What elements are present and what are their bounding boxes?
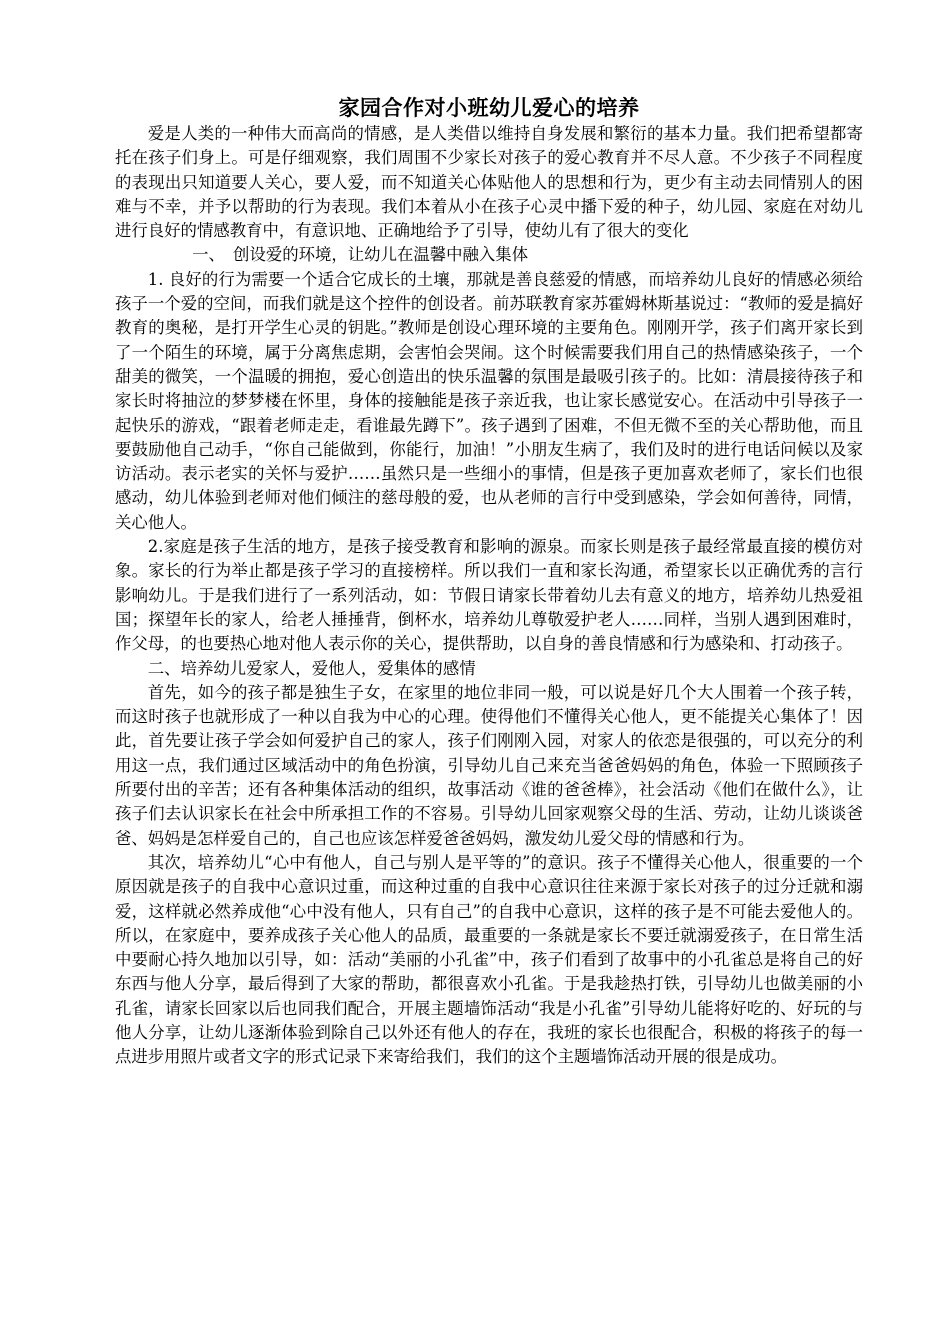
section-2-paragraph-1: 首先，如今的孩子都是独生子女，在家里的地位非同一般，可以说是好几个大人围着一个孩子转，而这时孩子也就形成了一种以自我为中心的心理。使得他们不懂得关心他人，更不能提关心集体了！因此，首先要让孩子学会如何爱护自己的家人，孩子们刚刚入园，对家人的依恋是很强的，可以充分的利用这一点，我们通过区域活动中的角色扮演，引导幼儿自己来充当爸爸妈妈的角色，体验一下照顾孩子所要付出的辛苦；还有各种集体活动的组织，故事活动《谁的爸爸棒》，社会活动《他们在做什么》，让孩子们去认识家长在社会中所承担工作的不容易。引导幼儿回家观察父母的生活、劳动，让幼儿谈谈爸爸、妈妈是怎样爱自己的，自己也应该怎样爱爸爸妈妈，激发幼儿爱父母的情感和行为。: [115, 682, 863, 848]
document-page: [115, 94, 863, 1070]
section-1-paragraph-1: 1. 良好的行为需要一个适合它成长的土壤，那就是善良慈爱的情感，而培养幼儿良好的情感必须给孩子一个爱的空间，而我们就是这个控件的创设者。前苏联教育家苏霍姆林斯基说过：“教师的爱是搞好教育的奥秘，是打开学生心灵的钥匙。”教师是创设心理环境的主要角色。刚刚开学，孩子们离开家长到了一个陌生的环境，属于分离焦虑期，会害怕会哭闹。这个时候需要我们用自己的热情感染孩子，一个甜美的微笑，一个温暖的拥抱，爱心创造出的快乐温馨的氛围是最吸引孩子的。比如：清晨接待孩子和家长时将抽泣的梦梦楼在怀里，身体的接触能是孩子亲近我，也让家长感觉安心。在活动中引导孩子一起快乐的游戏，“跟着老师走走，看谁最先蹲下”。孩子遇到了困难，不但无微不至的关心帮助他，而且要鼓励他自己动手，“你自己能做到，你能行，加油！”小朋友生病了，我们及时的进行电话问候以及家访活动。表示老实的关怀与爱护……虽然只是一些细小的事情，但是孩子更加喜欢老师了，家长们也很感动，幼儿体验到老师对他们倾注的慈母般的爱，也从老师的言行中受到感染，学会如何善待，同情，关心他人。: [115, 269, 863, 532]
section-1-heading: 一、 创设爱的环境，让幼儿在温馨中融入集体: [192, 245, 529, 265]
section-2-heading: 二、培养幼儿爱家人，爱他人，爱集体的感情: [147, 658, 476, 678]
document-title: 家园合作对小班幼儿爱心的培养: [338, 95, 640, 120]
section-2-paragraph-2: 其次，培养幼儿“心中有他人，自己与别人是平等的”的意识。孩子不懂得关心他人，很重要的一个原因就是孩子的自我中心意识过重，而这种过重的自我中心意识往往来源于家长对孩子的过分迁就和溺爱，这样就必然养成他“心中没有他人，只有自己”的自我中心意识，这样的孩子是不可能去爱他人的。所以，在家庭中，要养成孩子关心他人的品质，最重要的一条就是家长不要迁就溺爱孩子，在日常生活中要耐心持久地加以引导，如：活动“美丽的小孔雀”中，孩子们看到了故事中的小孔雀总是将自己的好东西与他人分享，最后得到了大家的帮助，都很喜欢小孔雀。于是我趁热打铁，引导幼儿也做美丽的小孔雀，请家长回家以后也同我们配合，开展主题墙饰活动“我是小孔雀”引导幼儿能将好吃的、好玩的与他人分享，让幼儿逐渐体验到除自己以外还有他人的存在，我班的家长也很配合，积极的将孩子的每一点进步用照片或者文字的形式记录下来寄给我们，我们的这个主题墙饰活动开展的很是成功。: [115, 852, 863, 1067]
section-1-paragraph-2: 2.家庭是孩子生活的地方，是孩子接受教育和影响的源泉。而家长则是孩子最经常最直接的模仿对象。家长的行为举止都是孩子学习的直接榜样。所以我们一直和家长沟通，希望家长以正确优秀的言行影响幼儿。于是我们进行了一系列活动，如：节假日请家长带着幼儿去有意义的地方，培养幼儿热爱祖国；探望年长的家人，给老人捶捶背，倒杯水，培养幼儿尊敬爱护老人……同样，当别人遇到困难时，作父母，的也要热心地对他人表示你的关心，提供帮助，以自身的善良情感和行为感染和、打动孩子。: [115, 537, 863, 654]
intro-paragraph: 爱是人类的一种伟大而高尚的情感，是人类借以维持自身发展和繁衍的基本力量。我们把希望都寄托在孩子们身上。可是仔细观察，我们周围不少家长对孩子的爱心教育并不尽人意。不少孩子不同程度的表现出只知道要人关心，要人爱，而不知道关心体贴他人的思想和行为，更少有主动去同情别人的困难与不幸，并予以帮助的行为表现。我们本着从小在孩子心灵中播下爱的种子，幼儿园、家庭在对幼儿进行良好的情感教育中，有意识地、正确地给予了引导，使幼儿有了很大的变化: [115, 124, 863, 241]
